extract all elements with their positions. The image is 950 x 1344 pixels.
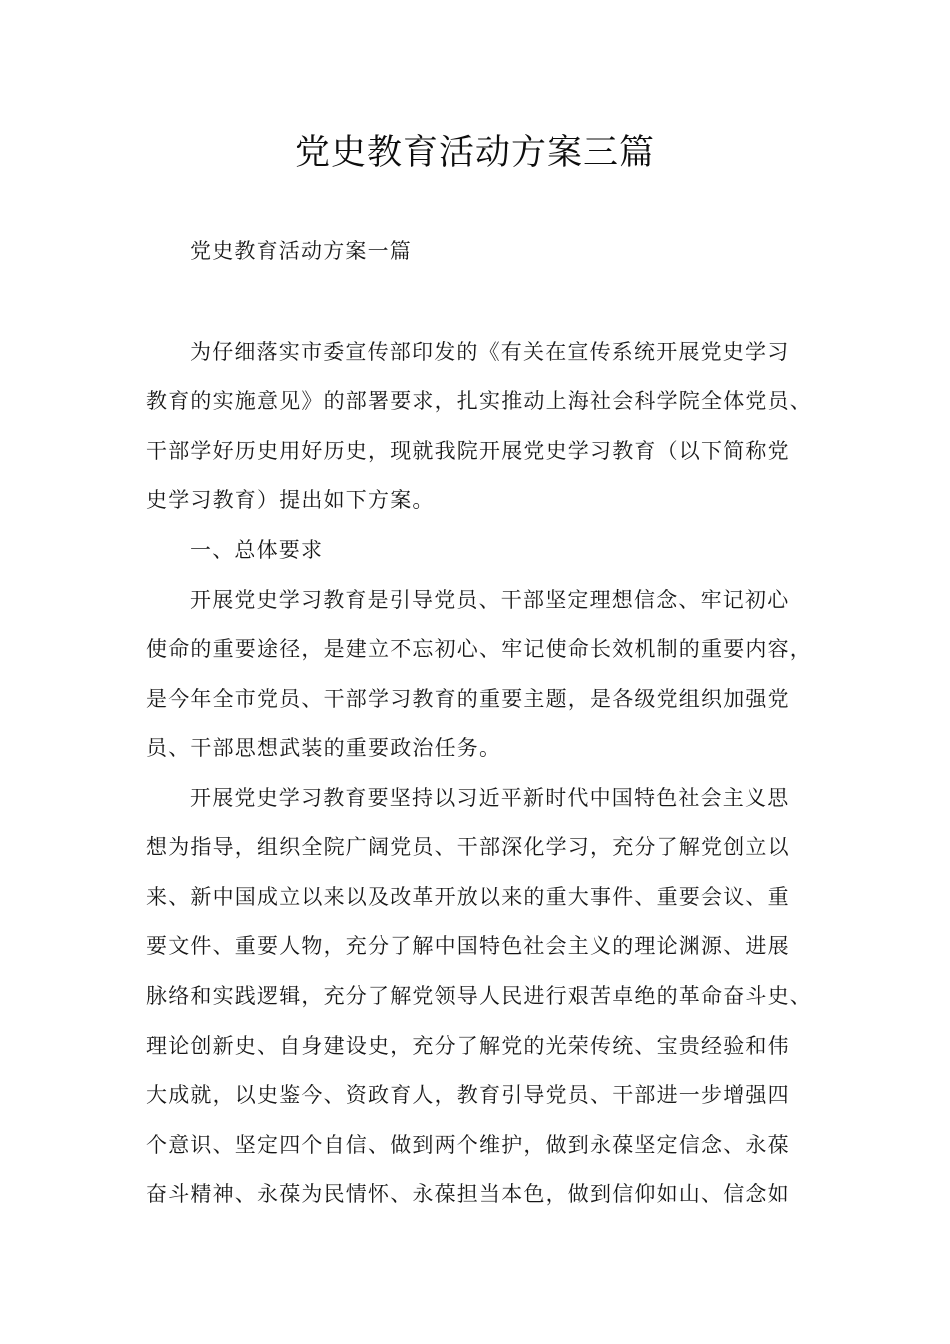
paragraph-line: 个意识、坚定四个自信、做到两个维护，做到永葆坚定信念、永葆	[146, 1133, 790, 1157]
section-subtitle: 党史教育活动方案一篇	[190, 239, 412, 263]
paragraph-line: 员、干部思想武装的重要政治任务。	[146, 736, 502, 760]
paragraph-line: 要文件、重要人物，充分了解中国特色社会主义的理论渊源、进展	[146, 934, 790, 958]
section-heading: 一、总体要求	[190, 538, 324, 562]
paragraph-line: 是今年全市党员、干部学习教育的重要主题，是各级党组织加强党	[146, 687, 790, 711]
paragraph-line: 教育的实施意见》的部署要求，扎实推动上海社会科学院全体党员、	[146, 389, 812, 413]
document-title: 党史教育活动方案三篇	[294, 133, 655, 173]
paragraph-line: 开展党史学习教育要坚持以习近平新时代中国特色社会主义思	[190, 786, 790, 810]
paragraph-line: 理论创新史、自身建设史，充分了解党的光荣传统、宝贵经验和伟	[146, 1034, 790, 1058]
paragraph-line: 干部学好历史用好历史，现就我院开展党史学习教育（以下简称党	[146, 439, 790, 463]
paragraph-line: 脉络和实践逻辑，充分了解党领导人民进行艰苦卓绝的革命奋斗史、	[146, 984, 812, 1008]
paragraph-line: 为仔细落实市委宣传部印发的《有关在宣传系统开展党史学习	[190, 340, 790, 364]
paragraph-line: 来、新中国成立以来以及改革开放以来的重大事件、重要会议、重	[146, 885, 790, 909]
paragraph-line: 大成就，以史鉴今、资政育人，教育引导党员、干部进一步增强四	[146, 1083, 790, 1107]
paragraph-line: 想为指导，组织全院广阔党员、干部深化学习，充分了解党创立以	[146, 835, 790, 859]
paragraph-line: 开展党史学习教育是引导党员、干部坚定理想信念、牢记初心	[190, 588, 790, 612]
paragraph-line: 奋斗精神、永葆为民情怀、永葆担当本色，做到信仰如山、信念如	[146, 1182, 790, 1206]
paragraph-line: 史学习教育）提出如下方案。	[146, 488, 435, 512]
paragraph-line: 使命的重要途径，是建立不忘初心、牢记使命长效机制的重要内容，	[146, 637, 812, 661]
